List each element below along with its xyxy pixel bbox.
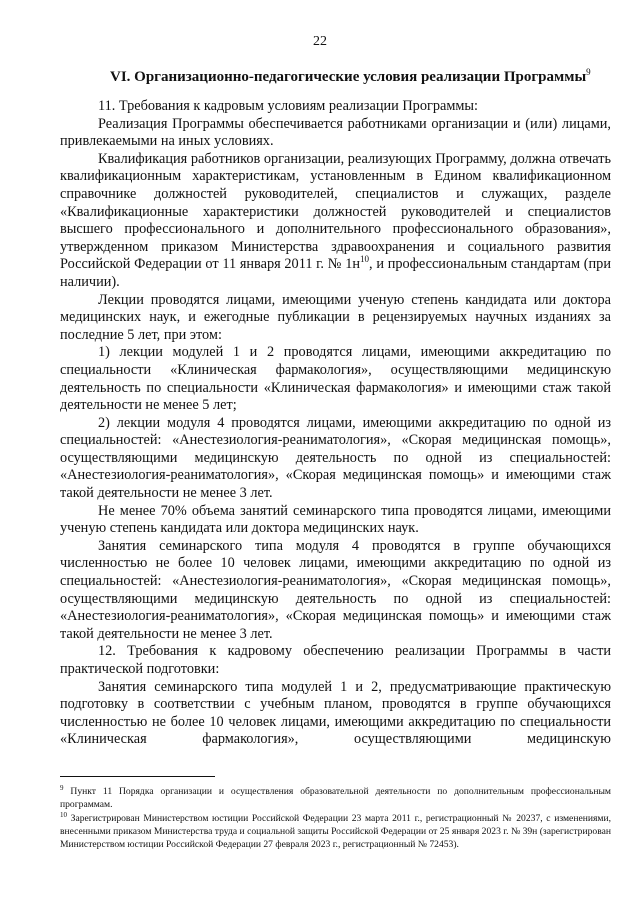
paragraph: 1) лекции модулей 1 и 2 проводятся лицами, имеющими аккредитацию по специальности «Клиническая фармакология», осуществляющими медицинскую деятельность по специальности «Клиническая фармакология» и имеющими стаж такой деятельности не менее 5 лет; (60, 344, 611, 414)
document-body (60, 98, 611, 749)
footnote-text: Пункт 11 Порядка организации и осуществления образовательной деятельности по дополнительным профессиональным программам. (60, 786, 611, 811)
heading-footnote-ref: 9 (586, 67, 591, 77)
section-heading (110, 67, 591, 86)
footnote (60, 812, 611, 852)
footnote-divider (60, 776, 215, 777)
paragraph: 12. Требования к кадровому обеспечению реализации Программы в части практической подготовки: (60, 643, 611, 677)
paragraph: Лекции проводятся лицами, имеющими ученую степень кандидата или доктора медицинских наук, и ежегодные публикации в рецензируемых научных изданиях за последние 5 лет, при этом: (60, 291, 611, 343)
paragraph-tail: , и профессиональным стандартам (при наличии). (60, 256, 611, 290)
footnote-ref: 10 (360, 254, 370, 265)
paragraph: Реализация Программы обеспечивается работниками организации и (или) лицами, привлекаемыми на иных условиях. (60, 115, 611, 150)
paragraph: Занятия семинарского типа модуля 4 проводятся в группе обучающихся численностью не более 10 человек лицами, имеющими аккредитацию по одной из специальностей: «Анестезиология-реаниматология», «Скорая медицинская помощь», осуществляющими медицинскую деятельность по одной из специальностей: «Анестезиология-реаниматология», «Скорая медицинская помощь» и имеющими стаж такой деятельности не менее 3 лет. (60, 537, 611, 642)
footnote-number: 9 (60, 783, 64, 792)
paragraph: Не менее 70% объема занятий семинарского типа проводятся лицами, имеющими ученую степень кандидата или доктора медицинских наук. (60, 502, 611, 537)
footnote-number: 10 (60, 810, 67, 819)
section-heading-text: VI. Организационно-педагогические условия реализации Программы (110, 69, 587, 85)
paragraph: 11. Требования к кадровым условиям реализации Программы: (98, 98, 478, 114)
page-number: 22 (313, 34, 327, 49)
paragraph-text: Квалификация работников организации, реализующих Программу, должна отвечать квалификационным характеристикам, установленным в Едином квалификационном справочнике должностей руководителей, специалистов и служащих, разделе «Квалификационные характеристики должностей руководителей и специалистов высшего профессионального и дополнительного профессионального образования», утвержденном приказом Министерства здравоохранения и социального развития Российской Федерации от 11 января 2011 г. № 1н (60, 150, 611, 273)
footnote-text: Зарегистрирован Министерством юстиции Российской Федерации 23 марта 2011 г., регистрационный № 20237, с изменениями, внесенными приказом Министерства труда и социальной защиты Российской Федерации от 25 января 2023 г. № 39н (зарегистрирован Министерством юстиции Российской Федерации 27 февраля 2023 г., регистрационный № 72453). (60, 812, 611, 851)
paragraph-with-footnote (60, 151, 611, 292)
footnotes (60, 785, 611, 851)
paragraph: 2) лекции модуля 4 проводятся лицами, имеющими аккредитацию по одной из специальностей: «Анестезиология-реаниматология», «Скорая медицинская помощь», осуществляющими медицинскую деятельность по одной из специальностей: «Анестезиология-реаниматология», «Скорая медицинская помощь» и имеющими стаж такой деятельности не менее 3 лет. (60, 414, 611, 502)
paragraph: Занятия семинарского типа модулей 1 и 2, предусматривающие практическую подготовку в соответствии с учебным планом, проводятся в группе обучающихся численностью не более 10 человек лицами, имеющими аккредитацию по специальности «Клиническая фармакология», осуществляющими медицинскую (60, 678, 611, 748)
footnote (60, 785, 611, 812)
